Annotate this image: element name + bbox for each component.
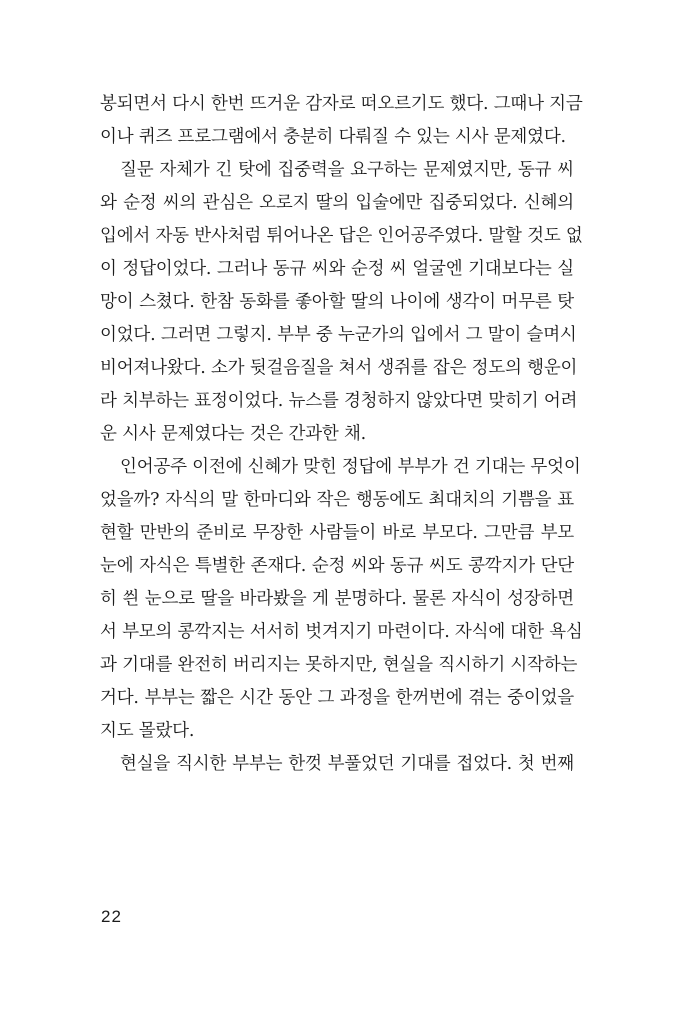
text-line: 입에서 자동 반사처럼 튀어나온 답은 인어공주였다. 말할 것도 없 bbox=[100, 226, 583, 246]
text-line: 서 부모의 콩깍지는 서서히 벗겨지기 마련이다. 자식에 대한 욕심 bbox=[100, 622, 583, 642]
text-line: 와 순정 씨의 관심은 오로지 딸의 입술에만 집중되었다. 신혜의 bbox=[100, 193, 574, 213]
text-line: 거다. 부부는 짧은 시간 동안 그 과정을 한꺼번에 겪는 중이었을 bbox=[100, 688, 574, 708]
text-line: 비어져나왔다. 소가 뒷걸음질을 쳐서 생쥐를 잡은 정도의 행운이 bbox=[100, 358, 578, 378]
text-line: 망이 스쳤다. 한참 동화를 좋아할 딸의 나이에 생각이 머무른 탓 bbox=[100, 292, 574, 312]
text-line: 현실을 직시한 부부는 한껏 부풀었던 기대를 접었다. 첫 번째 bbox=[120, 754, 574, 774]
text-line: 었을까? 자식의 말 한마디와 작은 행동에도 최대치의 기쁨을 표 bbox=[100, 490, 574, 510]
text-line: 이 정답이었다. 그러나 동규 씨와 순정 씨 얼굴엔 기대보다는 실 bbox=[100, 259, 574, 279]
text-line: 인어공주 이전에 신혜가 맞힌 정답에 부부가 건 기대는 무엇이 bbox=[120, 457, 581, 477]
text-line: 과 기대를 완전히 버리지는 못하지만, 현실을 직시하기 시작하는 bbox=[100, 655, 578, 675]
text-line: 봉되면서 다시 한번 뜨거운 감자로 떠오르기도 했다. 그때나 지금 bbox=[100, 94, 583, 114]
body-text bbox=[100, 88, 583, 781]
text-line: 이나 퀴즈 프로그램에서 충분히 다뤄질 수 있는 시사 문제였다. bbox=[100, 127, 566, 147]
text-line: 눈에 자식은 특별한 존재다. 순정 씨와 동규 씨도 콩깍지가 단단 bbox=[100, 556, 574, 576]
text-line: 질문 자체가 긴 탓에 집중력을 요구하는 문제였지만, 동규 씨 bbox=[120, 160, 574, 180]
text-line: 지도 몰랐다. bbox=[100, 721, 195, 741]
text-line: 라 치부하는 표정이었다. 뉴스를 경청하지 않았다면 맞히기 어려 bbox=[100, 391, 578, 411]
text-line: 히 씐 눈으로 딸을 바라봤을 게 분명하다. 물론 자식이 성장하면 bbox=[100, 589, 574, 609]
text-line: 이었다. 그러면 그렇지. 부부 중 누군가의 입에서 그 말이 슬며시 bbox=[100, 325, 577, 345]
page-number: 22 bbox=[101, 907, 122, 926]
text-line: 현할 만반의 준비로 무장한 사람들이 바로 부모다. 그만큼 부모 bbox=[100, 523, 574, 543]
text-line: 운 시사 문제였다는 것은 간과한 채. bbox=[100, 424, 367, 444]
